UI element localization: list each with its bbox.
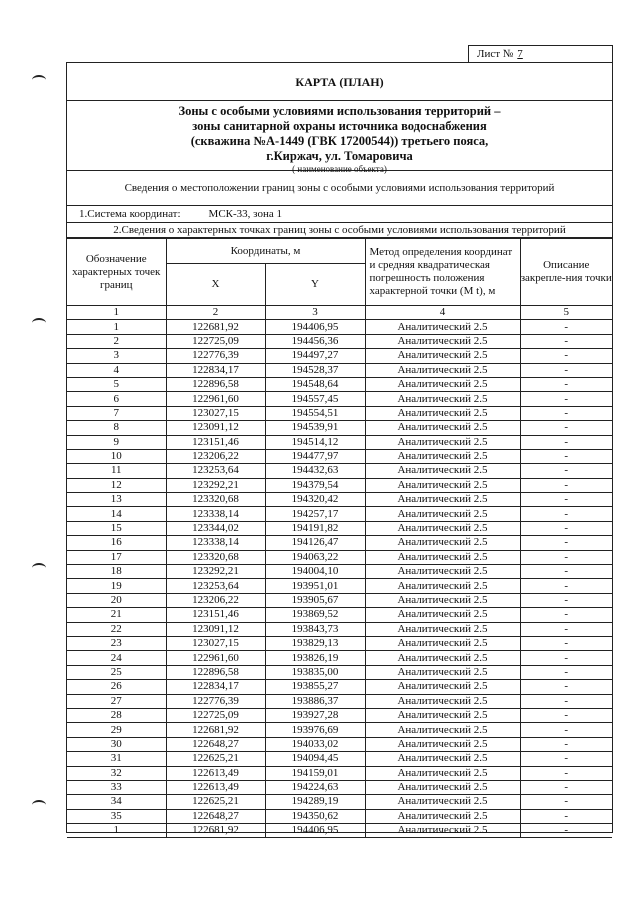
point-id: 34: [67, 795, 166, 809]
coord-x: 123292,21: [166, 478, 265, 492]
method: Аналитический 2.5: [365, 550, 520, 564]
sheet-number-value: 7: [517, 48, 523, 60]
point-id: 1: [67, 824, 166, 838]
point-id: 11: [67, 464, 166, 478]
object-line: г.Киржач, ул. Томаровича: [266, 149, 413, 163]
point-id: 2: [67, 334, 166, 348]
method: Аналитический 2.5: [365, 565, 520, 579]
point-id: 30: [67, 737, 166, 751]
object-line: зоны санитарной охраны источника водоснабжения: [192, 119, 487, 133]
table-row: [67, 334, 612, 348]
table-row: [67, 521, 612, 535]
coord-y: 194126,47: [265, 536, 365, 550]
point-id: 20: [67, 593, 166, 607]
point-description: -: [520, 406, 612, 420]
coord-x: 122725,09: [166, 708, 265, 722]
table-row: [67, 349, 612, 363]
table-row: [67, 766, 612, 780]
method: Аналитический 2.5: [365, 636, 520, 650]
table-row: [67, 435, 612, 449]
table-row: [67, 636, 612, 650]
point-id: 15: [67, 521, 166, 535]
method: Аналитический 2.5: [365, 579, 520, 593]
point-id: 1: [67, 320, 166, 334]
method: Аналитический 2.5: [365, 521, 520, 535]
method: Аналитический 2.5: [365, 334, 520, 348]
coord-x: 122776,39: [166, 694, 265, 708]
table-row: [67, 320, 612, 334]
coord-x: 122961,60: [166, 392, 265, 406]
coord-x: 122776,39: [166, 349, 265, 363]
header-point: Обозначение характерных точек границ: [67, 239, 166, 306]
method: Аналитический 2.5: [365, 809, 520, 823]
method: Аналитический 2.5: [365, 651, 520, 665]
table-row: [67, 363, 612, 377]
coord-x: 123206,22: [166, 449, 265, 463]
table-row: [67, 593, 612, 607]
coord-x: 122625,21: [166, 752, 265, 766]
coord-y: 194477,97: [265, 449, 365, 463]
coord-y: 194063,22: [265, 550, 365, 564]
binding-hole-mark: [32, 800, 46, 810]
point-description: -: [520, 320, 612, 334]
coord-x: 122625,21: [166, 795, 265, 809]
binding-hole-mark: [32, 563, 46, 573]
method: Аналитический 2.5: [365, 464, 520, 478]
column-number: 3: [265, 306, 365, 320]
table-row: [67, 449, 612, 463]
column-number-row: [67, 306, 612, 320]
coord-x: 122681,92: [166, 320, 265, 334]
table-row: [67, 392, 612, 406]
coord-x: 122648,27: [166, 809, 265, 823]
method: Аналитический 2.5: [365, 766, 520, 780]
method: Аналитический 2.5: [365, 377, 520, 391]
document-frame: [66, 62, 613, 837]
coord-x: 122896,58: [166, 377, 265, 391]
point-description: -: [520, 593, 612, 607]
table-row: [67, 665, 612, 679]
coord-x: 123338,14: [166, 507, 265, 521]
point-description: -: [520, 579, 612, 593]
coord-system-value: МСК-33, зона 1: [208, 208, 282, 220]
point-id: 29: [67, 723, 166, 737]
table-row: [67, 824, 612, 838]
point-description: -: [520, 809, 612, 823]
coord-y: 194004,10: [265, 565, 365, 579]
table-row: [67, 464, 612, 478]
binding-hole-mark: [32, 318, 46, 328]
point-description: -: [520, 377, 612, 391]
point-description: -: [520, 608, 612, 622]
method: Аналитический 2.5: [365, 421, 520, 435]
coord-x: 123091,12: [166, 622, 265, 636]
point-description: -: [520, 521, 612, 535]
method: Аналитический 2.5: [365, 536, 520, 550]
method: Аналитический 2.5: [365, 320, 520, 334]
method: Аналитический 2.5: [365, 680, 520, 694]
point-description: -: [520, 780, 612, 794]
point-id: 17: [67, 550, 166, 564]
coord-y: 193927,28: [265, 708, 365, 722]
sheet-number: [468, 45, 613, 62]
coord-y: 193951,01: [265, 579, 365, 593]
point-id: 33: [67, 780, 166, 794]
coord-x: 123338,14: [166, 536, 265, 550]
point-id: 6: [67, 392, 166, 406]
coord-x: 122648,27: [166, 737, 265, 751]
table-row: [67, 622, 612, 636]
method: Аналитический 2.5: [365, 752, 520, 766]
method: Аналитический 2.5: [365, 723, 520, 737]
coord-x: 122681,92: [166, 723, 265, 737]
coord-y: 193869,52: [265, 608, 365, 622]
point-id: 21: [67, 608, 166, 622]
coord-y: 194094,45: [265, 752, 365, 766]
point-description: -: [520, 622, 612, 636]
point-description: -: [520, 550, 612, 564]
point-description: -: [520, 507, 612, 521]
coord-x: 123253,64: [166, 464, 265, 478]
table-row: [67, 493, 612, 507]
column-number: 1: [67, 306, 166, 320]
point-id: 32: [67, 766, 166, 780]
table-row: [67, 565, 612, 579]
header-y: Y: [265, 264, 365, 306]
method: Аналитический 2.5: [365, 349, 520, 363]
coord-y: 193843,73: [265, 622, 365, 636]
point-id: 35: [67, 809, 166, 823]
coord-y: 193886,37: [265, 694, 365, 708]
point-description: -: [520, 435, 612, 449]
coord-y: 193835,00: [265, 665, 365, 679]
header-desc: Описание закрепле-ния точки: [520, 239, 612, 306]
coord-x: 123027,15: [166, 636, 265, 650]
point-id: 28: [67, 708, 166, 722]
column-number: 4: [365, 306, 520, 320]
points-table: [67, 238, 612, 838]
point-description: -: [520, 449, 612, 463]
coord-y: 193905,67: [265, 593, 365, 607]
coord-x: 123091,12: [166, 421, 265, 435]
sheet-label: Лист №: [477, 48, 514, 60]
point-description: -: [520, 665, 612, 679]
point-id: 26: [67, 680, 166, 694]
point-id: 9: [67, 435, 166, 449]
header-coords: Координаты, м: [166, 239, 365, 264]
table-row: [67, 795, 612, 809]
point-id: 24: [67, 651, 166, 665]
coord-y: 194379,54: [265, 478, 365, 492]
method: Аналитический 2.5: [365, 392, 520, 406]
table-row: [67, 737, 612, 751]
point-id: 3: [67, 349, 166, 363]
method: Аналитический 2.5: [365, 622, 520, 636]
section-heading: Сведения о местоположении границ зоны с особыми условиями использования территорий: [67, 171, 612, 206]
coord-x: 122725,09: [166, 334, 265, 348]
table-row: [67, 536, 612, 550]
coord-y: 194159,01: [265, 766, 365, 780]
point-id: 5: [67, 377, 166, 391]
point-id: 31: [67, 752, 166, 766]
point-description: -: [520, 536, 612, 550]
table-row: [67, 550, 612, 564]
points-heading: 2.Сведения о характерных точках границ зоны с особыми условиями использования территорий: [67, 223, 612, 238]
point-description: -: [520, 478, 612, 492]
point-description: -: [520, 363, 612, 377]
point-id: 19: [67, 579, 166, 593]
header-x: X: [166, 264, 265, 306]
coord-x: 123151,46: [166, 608, 265, 622]
coord-x: 123292,21: [166, 565, 265, 579]
point-description: -: [520, 723, 612, 737]
point-id: 18: [67, 565, 166, 579]
table-row: [67, 377, 612, 391]
coord-x: 123151,46: [166, 435, 265, 449]
coord-y: 193855,27: [265, 680, 365, 694]
point-description: -: [520, 493, 612, 507]
object-name-block: [67, 101, 612, 174]
table-row: [67, 579, 612, 593]
table-row: [67, 608, 612, 622]
method: Аналитический 2.5: [365, 449, 520, 463]
table-row: [67, 752, 612, 766]
coord-y: 194539,91: [265, 421, 365, 435]
coord-x: 122961,60: [166, 651, 265, 665]
method: Аналитический 2.5: [365, 435, 520, 449]
column-number: 5: [520, 306, 612, 320]
table-row: [67, 694, 612, 708]
coord-y: 194497,27: [265, 349, 365, 363]
point-description: -: [520, 694, 612, 708]
point-description: -: [520, 766, 612, 780]
method: Аналитический 2.5: [365, 363, 520, 377]
coord-y: 193976,69: [265, 723, 365, 737]
point-description: -: [520, 651, 612, 665]
coord-y: 194320,42: [265, 493, 365, 507]
method: Аналитический 2.5: [365, 507, 520, 521]
table-row: [67, 780, 612, 794]
method: Аналитический 2.5: [365, 708, 520, 722]
coord-y: 194528,37: [265, 363, 365, 377]
coord-y: 194557,45: [265, 392, 365, 406]
point-description: -: [520, 737, 612, 751]
point-description: -: [520, 421, 612, 435]
table-row: [67, 507, 612, 521]
point-id: 16: [67, 536, 166, 550]
object-caption: ( наименование объекта): [292, 164, 387, 174]
table-row: [67, 723, 612, 737]
point-id: 27: [67, 694, 166, 708]
coord-y: 194432,63: [265, 464, 365, 478]
coord-y: 194548,64: [265, 377, 365, 391]
table-row: [67, 809, 612, 823]
point-id: 23: [67, 636, 166, 650]
coord-x: 123253,64: [166, 579, 265, 593]
point-description: -: [520, 824, 612, 838]
coord-x: 122834,17: [166, 363, 265, 377]
point-id: 12: [67, 478, 166, 492]
table-row: [67, 406, 612, 420]
method: Аналитический 2.5: [365, 593, 520, 607]
coord-x: 122613,49: [166, 766, 265, 780]
point-description: -: [520, 565, 612, 579]
table-row: [67, 708, 612, 722]
point-description: -: [520, 636, 612, 650]
method: Аналитический 2.5: [365, 608, 520, 622]
point-description: -: [520, 795, 612, 809]
point-id: 13: [67, 493, 166, 507]
point-id: 14: [67, 507, 166, 521]
method: Аналитический 2.5: [365, 824, 520, 838]
coord-y: 194406,95: [265, 824, 365, 838]
point-description: -: [520, 752, 612, 766]
method: Аналитический 2.5: [365, 795, 520, 809]
coord-y: 194257,17: [265, 507, 365, 521]
point-description: -: [520, 464, 612, 478]
coord-y: 194191,82: [265, 521, 365, 535]
point-description: -: [520, 334, 612, 348]
coord-y: 194406,95: [265, 320, 365, 334]
method: Аналитический 2.5: [365, 478, 520, 492]
coord-y: 194514,12: [265, 435, 365, 449]
method: Аналитический 2.5: [365, 493, 520, 507]
column-number: 2: [166, 306, 265, 320]
point-description: -: [520, 680, 612, 694]
table-row: [67, 421, 612, 435]
coord-x: 122613,49: [166, 780, 265, 794]
coord-x: 123027,15: [166, 406, 265, 420]
point-description: -: [520, 708, 612, 722]
coord-x: 122896,58: [166, 665, 265, 679]
coord-x: 122681,92: [166, 824, 265, 838]
point-id: 22: [67, 622, 166, 636]
table-row: [67, 680, 612, 694]
method: Аналитический 2.5: [365, 780, 520, 794]
method: Аналитический 2.5: [365, 694, 520, 708]
point-description: -: [520, 349, 612, 363]
point-id: 25: [67, 665, 166, 679]
document-title: КАРТА (ПЛАН): [67, 63, 612, 101]
header-method: Метод определения координат и средняя квадратическая погрешность положения характерной точки (М t), м: [365, 239, 520, 306]
coord-y: 194456,36: [265, 334, 365, 348]
coord-system-row: [67, 206, 612, 223]
coord-y: 194224,63: [265, 780, 365, 794]
coord-y: 194350,62: [265, 809, 365, 823]
point-id: 4: [67, 363, 166, 377]
coord-y: 194289,19: [265, 795, 365, 809]
object-line: (скважина №А-1449 (ГВК 17200544)) третьего пояса,: [190, 134, 489, 148]
method: Аналитический 2.5: [365, 406, 520, 420]
coord-y: 193829,13: [265, 636, 365, 650]
point-description: -: [520, 392, 612, 406]
method: Аналитический 2.5: [365, 665, 520, 679]
coord-x: 123320,68: [166, 493, 265, 507]
coord-y: 193826,19: [265, 651, 365, 665]
point-id: 10: [67, 449, 166, 463]
method: Аналитический 2.5: [365, 737, 520, 751]
coord-x: 123206,22: [166, 593, 265, 607]
point-id: 8: [67, 421, 166, 435]
coord-x: 123320,68: [166, 550, 265, 564]
table-row: [67, 651, 612, 665]
point-id: 7: [67, 406, 166, 420]
table-row: [67, 478, 612, 492]
coord-y: 194554,51: [265, 406, 365, 420]
coord-x: 122834,17: [166, 680, 265, 694]
object-line: Зоны с особыми условиями использования территорий –: [178, 104, 501, 118]
coord-system-label: 1.Система координат:: [79, 208, 181, 220]
binding-hole-mark: [32, 75, 46, 85]
coord-x: 123344,02: [166, 521, 265, 535]
coord-y: 194033,02: [265, 737, 365, 751]
